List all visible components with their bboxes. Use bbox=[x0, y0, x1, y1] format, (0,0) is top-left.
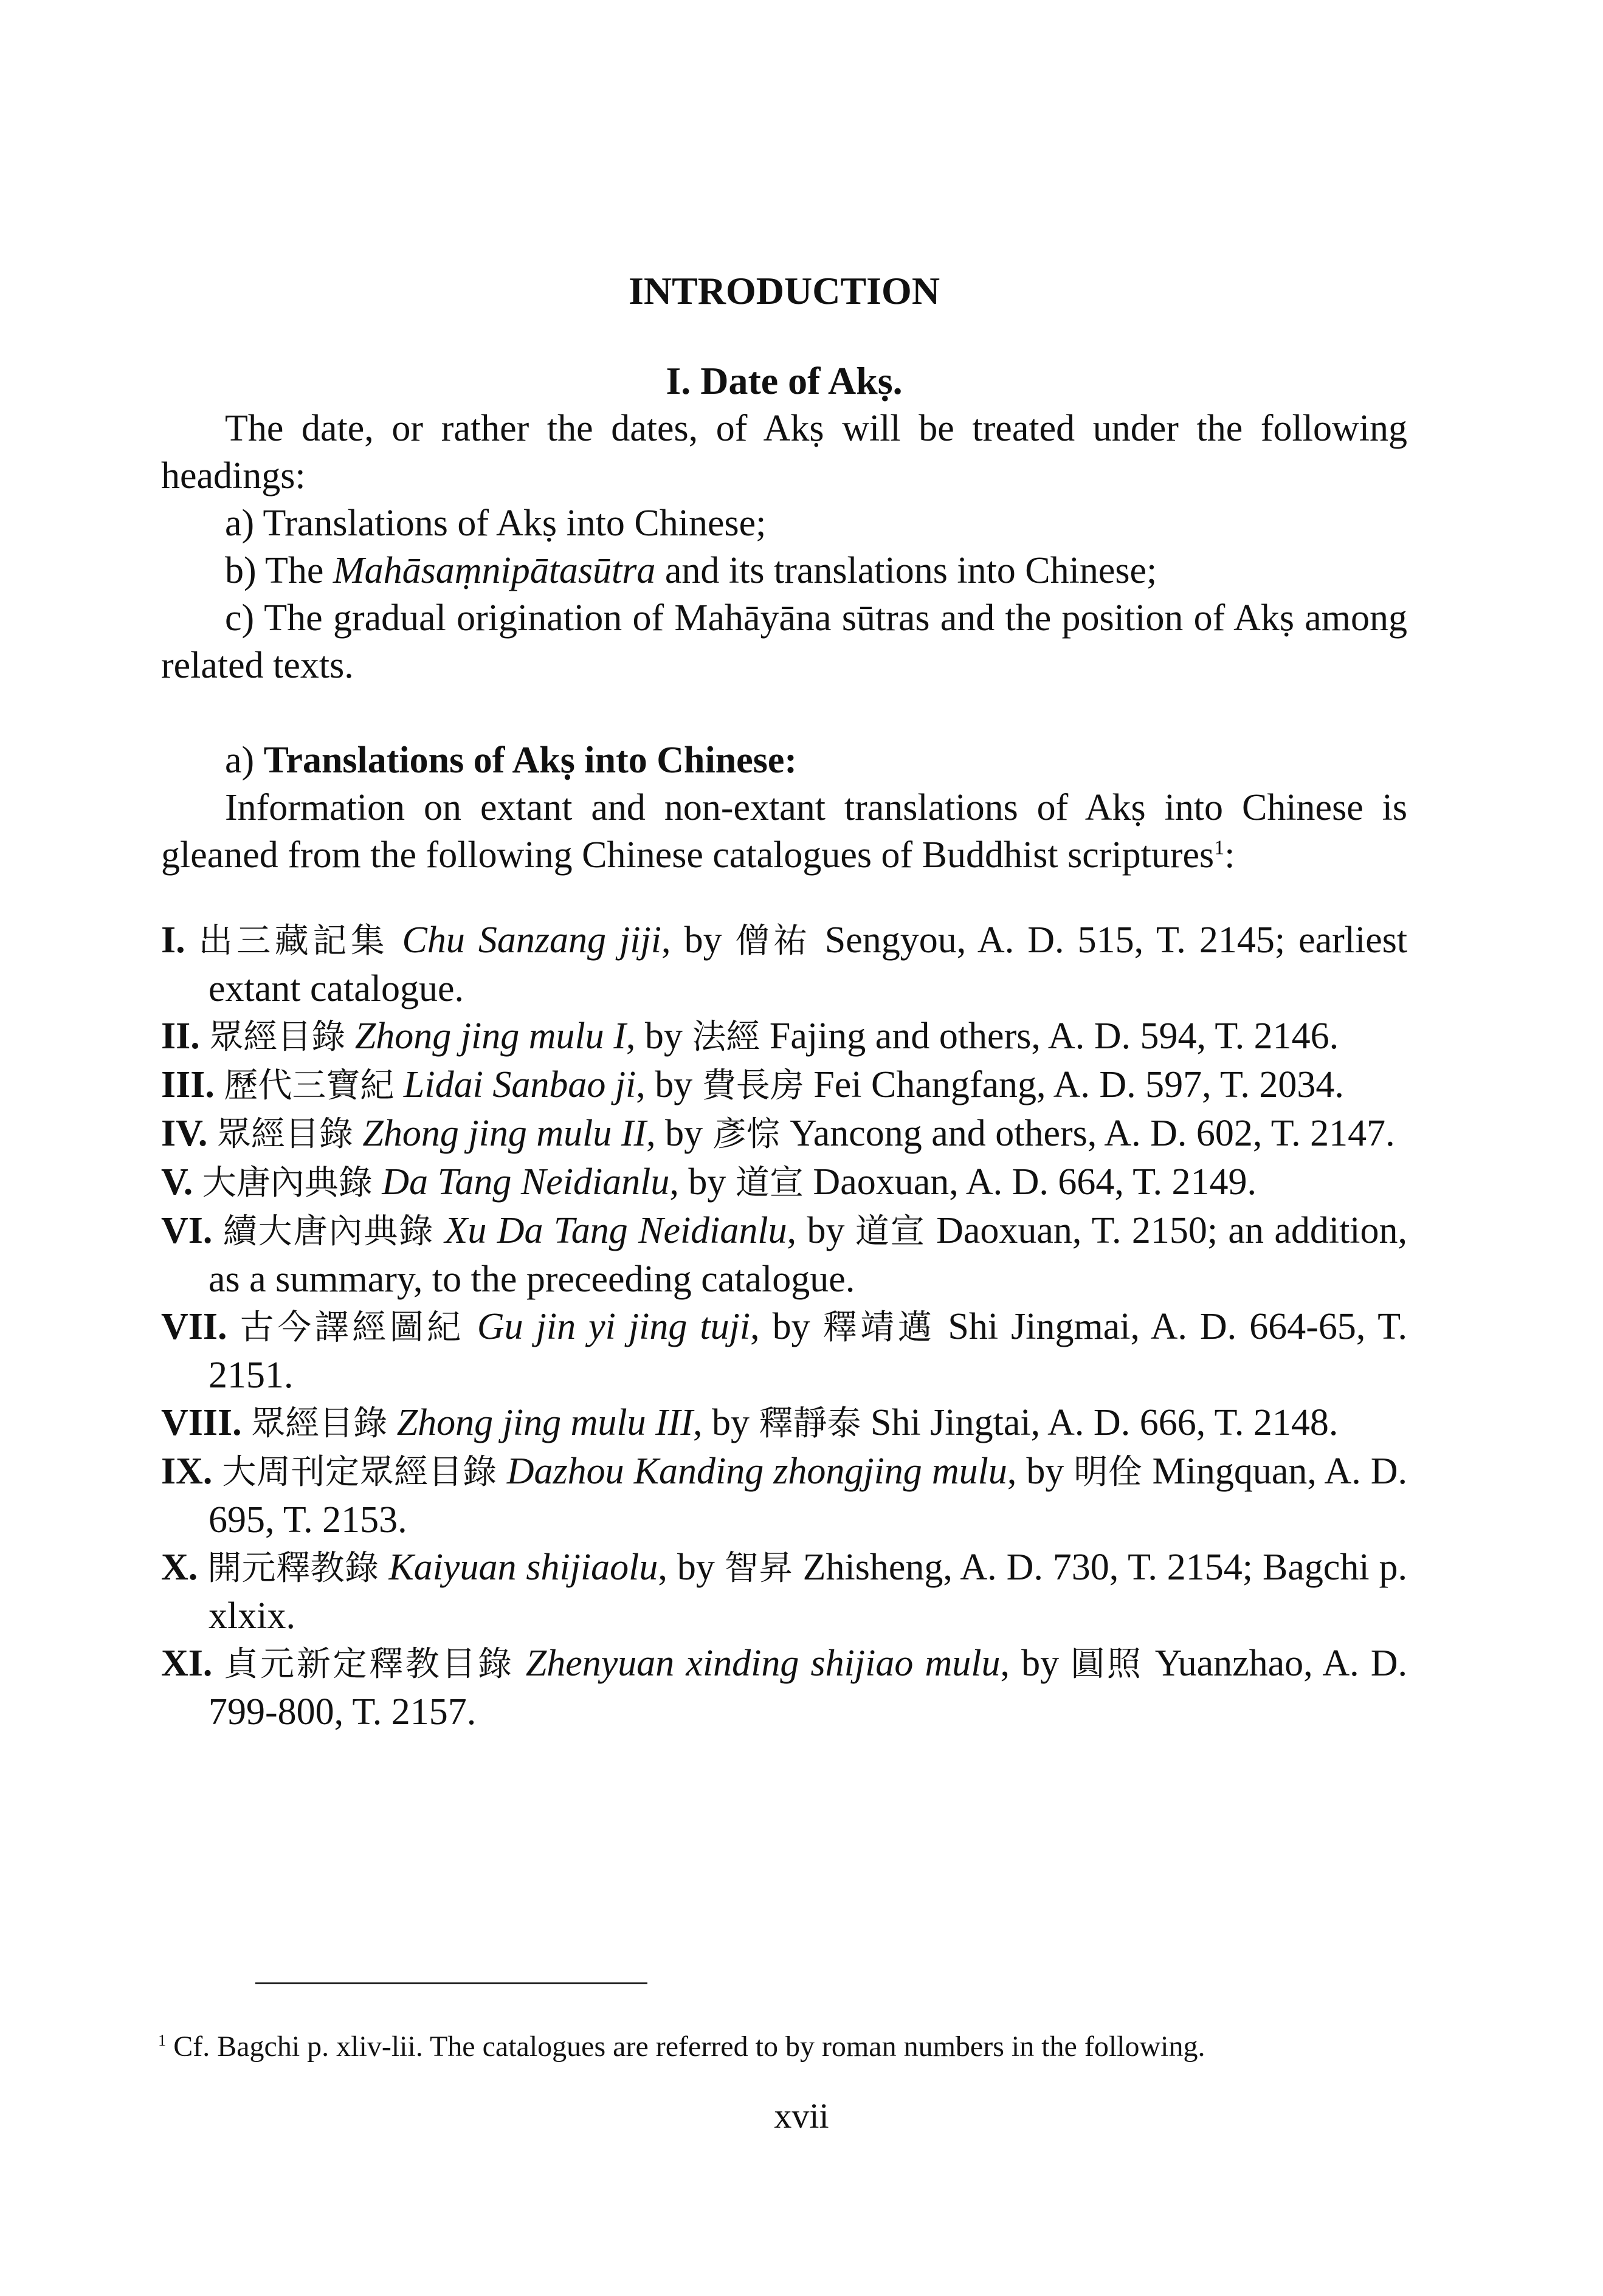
info-paragraph-text: Information on extant and non-extant translations of Akṣ into Chinese is gleaned from the following Chinese catalogues of Buddhist scriptures bbox=[161, 787, 1407, 876]
catalogue-chinese-author: 道宣 bbox=[855, 1212, 926, 1251]
catalogue-number: IV. bbox=[161, 1113, 208, 1154]
catalogue-number: II. bbox=[161, 1016, 200, 1057]
catalogue-details: Shi Jingtai, A. D. 666, T. 2148. bbox=[870, 1402, 1339, 1443]
footnote-divider bbox=[255, 1982, 647, 1984]
catalogue-title: Da Tang Neidianlu bbox=[382, 1161, 670, 1203]
catalogue-chinese-title: 歷代三寶紀 bbox=[224, 1066, 395, 1105]
catalogue-number: XI. bbox=[161, 1643, 213, 1684]
heading-item-c: c) The gradual origination of Mahāyāna sūtras and the position of Akṣ among related texts. bbox=[161, 597, 1407, 686]
catalogue-item: XI. 貞元新定釋教目錄 Zhenyuan xinding shijiao mulu, by 圓照 Yuanzhao, A. D. 799-800, T. 2157. bbox=[161, 1643, 1408, 1733]
catalogue-details: Daoxuan, A. D. 664, T. 2149. bbox=[813, 1161, 1257, 1203]
page-title: INTRODUCTION bbox=[628, 269, 940, 312]
by-word: by bbox=[684, 919, 722, 961]
catalogue-chinese-title: 眾經目錄 bbox=[209, 1017, 346, 1057]
heading-item-a: a) Translations of Akṣ into Chinese; bbox=[225, 503, 767, 544]
catalogue-details: Fajing and others, A. D. 594, T. 2146. bbox=[769, 1016, 1339, 1057]
by-word: by bbox=[655, 1064, 693, 1105]
catalogue-chinese-title: 大唐內典錄 bbox=[202, 1163, 373, 1203]
catalogue-chinese-title: 眾經目錄 bbox=[216, 1115, 353, 1154]
catalogue-chinese-author: 智昇 bbox=[724, 1548, 793, 1588]
catalogue-chinese-title: 出三藏記集 bbox=[198, 921, 389, 961]
catalogue-chinese-title: 古今譯經圖紀 bbox=[240, 1308, 464, 1347]
catalogue-chinese-title: 開元釋教錄 bbox=[207, 1548, 379, 1588]
catalogue-title: Zhong jing mulu I bbox=[354, 1016, 626, 1057]
intro-paragraph: The date, or rather the dates, of Akṣ will be treated under the following headings: bbox=[161, 408, 1407, 497]
catalogue-chinese-title: 大周刊定眾經目錄 bbox=[222, 1452, 497, 1492]
catalogue-title: Zhong jing mulu II bbox=[362, 1113, 647, 1154]
catalogue-details: Zhisheng, A. D. 730, T. 2154; Bagchi p. xlxix. bbox=[209, 1547, 1408, 1637]
catalogue-number: IX. bbox=[161, 1451, 213, 1492]
catalogue-chinese-author: 釋靖邁 bbox=[822, 1308, 936, 1347]
catalogue-item: X. 開元釋教錄 Kaiyuan shijiaolu, by 智昇 Zhisheng, A. D. 730, T. 2154; Bagchi p. xlxix. bbox=[161, 1547, 1408, 1637]
catalogue-number: X. bbox=[161, 1547, 198, 1588]
catalogue-details: Sengyou, A. D. 515, T. 2145; earliest extant catalogue. bbox=[209, 919, 1408, 1009]
by-word: by bbox=[712, 1402, 750, 1443]
catalogue-title: Lidai Sanbao ji bbox=[403, 1064, 636, 1105]
subsection-title: Translations of Akṣ into Chinese: bbox=[263, 740, 797, 781]
footnote-text: Cf. Bagchi p. xliv-lii. The catalogues are referred to by roman numbers in the following. bbox=[173, 2030, 1205, 2063]
catalogue-item: II. 眾經目錄 Zhong jing mulu I, by 法經 Fajing and others, A. D. 594, T. 2146. bbox=[161, 1016, 1339, 1057]
catalogue-title: Zhong jing mulu III bbox=[396, 1402, 694, 1443]
catalogue-item: IV. 眾經目錄 Zhong jing mulu II, by 彥悰 Yancong and others, A. D. 602, T. 2147. bbox=[161, 1113, 1395, 1154]
catalogue-list bbox=[161, 916, 1407, 1736]
by-word: by bbox=[807, 1210, 845, 1251]
catalogue-details: Daoxuan, T. 2150; an addition, as a summary, to the preceeding catalogue. bbox=[209, 1210, 1408, 1300]
info-paragraph bbox=[161, 784, 1407, 879]
by-word: by bbox=[772, 1306, 810, 1347]
catalogue-chinese-author: 彥悰 bbox=[712, 1115, 781, 1154]
catalogue-item: VI. 續大唐內典錄 Xu Da Tang Neidianlu, by 道宣 Daoxuan, T. 2150; an addition, as a summary, to the preceeding catalogue. bbox=[161, 1210, 1408, 1300]
catalogue-number: VI. bbox=[161, 1210, 213, 1251]
catalogue-number: VII. bbox=[161, 1306, 227, 1347]
catalogue-title: Gu jin yi jing tuji bbox=[477, 1306, 751, 1347]
page-number: xvii bbox=[774, 2096, 829, 2136]
catalogue-title: Xu Da Tang Neidianlu bbox=[444, 1210, 787, 1251]
catalogue-chinese-title: 眾經目錄 bbox=[251, 1404, 388, 1443]
heading-item-b-prefix: b) The bbox=[225, 550, 324, 591]
catalogue-item: VII. 古今譯經圖紀 Gu jin yi jing tuji, by 釋靖邁 Shi Jingmai, A. D. 664-65, T. 2151. bbox=[161, 1306, 1408, 1396]
by-word: by bbox=[677, 1547, 715, 1588]
catalogue-item: III. 歷代三寶紀 Lidai Sanbao ji, by 費長房 Fei Changfang, A. D. 597, T. 2034. bbox=[161, 1064, 1344, 1105]
catalogue-chinese-author: 費長房 bbox=[702, 1066, 804, 1105]
catalogue-title: Zhenyuan xinding shijiao mulu bbox=[525, 1643, 1001, 1684]
catalogue-details: Fei Changfang, A. D. 597, T. 2034. bbox=[813, 1064, 1344, 1105]
catalogue-chinese-author: 釋靜泰 bbox=[759, 1404, 861, 1443]
catalogue-details: Mingquan, A. D. 695, T. 2153. bbox=[209, 1451, 1408, 1541]
catalogue-item: VIII. 眾經目錄 Zhong jing mulu III, by 釋靜泰 Shi Jingtai, A. D. 666, T. 2148. bbox=[161, 1402, 1339, 1443]
catalogue-number: VIII. bbox=[161, 1402, 242, 1443]
catalogue-chinese-author: 法經 bbox=[692, 1017, 760, 1057]
catalogue-item: IX. 大周刊定眾經目錄 Dazhou Kanding zhongjing mulu, by 明佺 Mingquan, A. D. 695, T. 2153. bbox=[161, 1451, 1408, 1541]
subsection-heading bbox=[161, 737, 1407, 784]
catalogue-details: Yancong and others, A. D. 602, T. 2147. bbox=[790, 1113, 1395, 1154]
catalogue-chinese-title: 續大唐內典錄 bbox=[222, 1212, 435, 1251]
subsection-prefix: a) bbox=[225, 740, 255, 781]
catalogue-chinese-title: 貞元新定釋教目錄 bbox=[224, 1645, 514, 1684]
by-word: by bbox=[665, 1113, 703, 1154]
catalogue-title: Chu Sanzang jiji bbox=[402, 919, 661, 961]
section-heading: I. Date of Akṣ. bbox=[666, 359, 903, 402]
catalogue-item: I. 出三藏記集 Chu Sanzang jiji, by 僧祐 Sengyou, A. D. 515, T. 2145; earliest extant catalogue. bbox=[161, 919, 1408, 1009]
by-word: by bbox=[644, 1016, 683, 1057]
catalogue-chinese-author: 圓照 bbox=[1070, 1645, 1143, 1684]
catalogue-details: Shi Jingmai, A. D. 664-65, T. 2151. bbox=[209, 1306, 1408, 1396]
footnote-reference[interactable]: 1 bbox=[1214, 836, 1225, 859]
catalogue-title: Dazhou Kanding zhongjing mulu bbox=[506, 1451, 1007, 1492]
info-paragraph-end: : bbox=[1224, 834, 1235, 876]
catalogue-number: I. bbox=[161, 919, 185, 961]
heading-item-b-title: Mahāsaṃnipātasūtra bbox=[333, 550, 656, 591]
heading-item-b-suffix: and its translations into Chinese; bbox=[664, 550, 1157, 591]
page-body bbox=[161, 267, 1407, 1736]
by-word: by bbox=[1026, 1451, 1064, 1492]
catalogue-title: Kaiyuan shijiaolu bbox=[388, 1547, 658, 1588]
catalogue-chinese-author: 僧祐 bbox=[735, 921, 812, 961]
footnote-marker: 1 bbox=[158, 2031, 167, 2049]
footnote bbox=[158, 2029, 1205, 2065]
catalogue-chinese-author: 道宣 bbox=[735, 1163, 804, 1203]
by-word: by bbox=[1021, 1643, 1060, 1684]
catalogue-number: III. bbox=[161, 1064, 215, 1105]
heading-item-b bbox=[161, 547, 1407, 594]
catalogue-number: V. bbox=[161, 1161, 193, 1203]
catalogue-chinese-author: 明佺 bbox=[1074, 1452, 1143, 1492]
catalogue-details: Yuanzhao, A. D. 799-800, T. 2157. bbox=[209, 1643, 1408, 1733]
by-word: by bbox=[688, 1161, 726, 1203]
catalogue-item: V. 大唐內典錄 Da Tang Neidianlu, by 道宣 Daoxuan, A. D. 664, T. 2149. bbox=[161, 1161, 1257, 1203]
